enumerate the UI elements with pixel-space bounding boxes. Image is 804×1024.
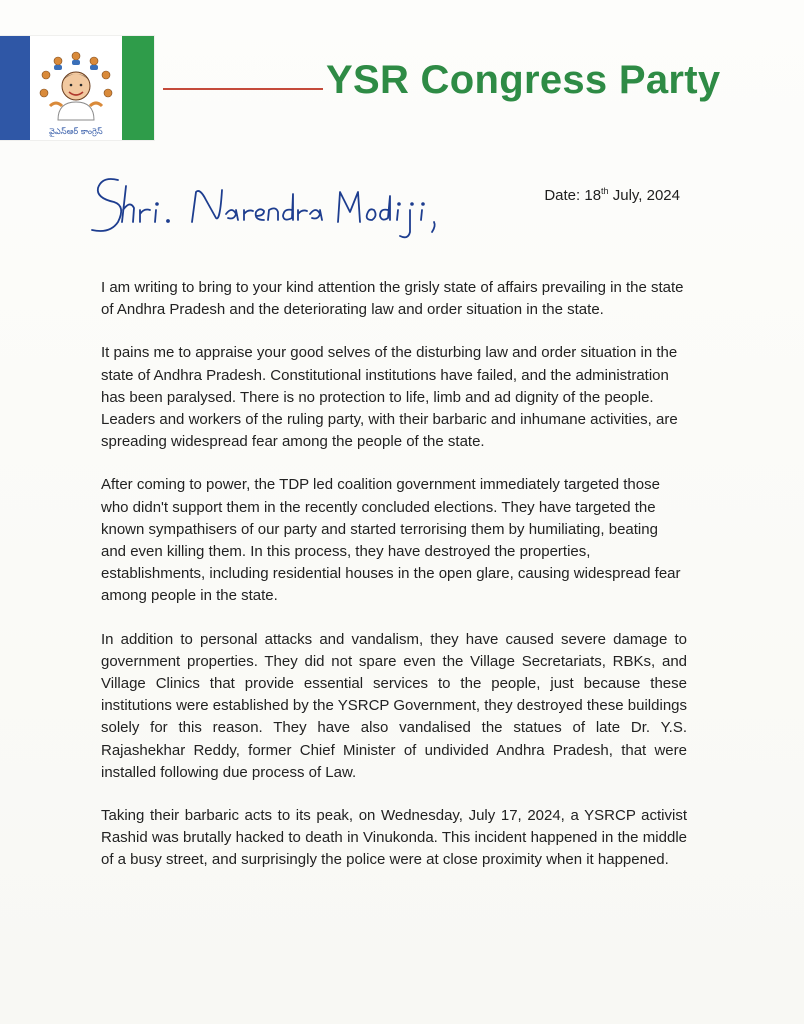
paragraph-1: I am writing to bring to your kind attention the grisly state of affairs prevailing in the state of Andhra Pradesh and the deteriorating law and order situation in the state.	[101, 279, 684, 319]
flag-blue-band	[0, 36, 30, 140]
header-rule	[163, 88, 323, 90]
leader-portrait-icon	[36, 50, 116, 124]
date-suffix: th	[601, 186, 609, 196]
paragraph-5: Taking their barbaric acts to its peak, on Wednesday, July 17, 2024, a YSRCP activist Rashid was brutally hacked to death in Vinukonda. This incident happened in the middle of a busy street, and surprisingly the police were at close proximity when it happened.	[101, 807, 687, 869]
party-name-heading: YSR Congress Party	[326, 58, 721, 102]
handwritten-salutation	[88, 166, 458, 246]
paragraph-2: It pains me to appraise your good selves of the disturbing law and order situation in the state of Andhra Pradesh. Constitutional institutions have failed, and the administration has been paralysed. There is no protection to life, limb and ad dignity of the people. Leaders and workers of the ruling party, with their barbaric and inhumane activities, are spreading widespread fear among the people of the state.	[101, 344, 678, 451]
flag-green-band	[122, 36, 154, 140]
date-rest: July, 2024	[608, 187, 680, 204]
letter-date	[544, 186, 680, 204]
flag-caption: వైఎస్ఆర్ కాంగ్రెస్	[49, 127, 103, 136]
paragraph-4: In addition to personal attacks and vandalism, they have caused severe damage to government properties. They did not spare even the Village Secretariats, RBKs, and Village Clinics that provide essential services to the people, just because these institutions were established by the YSRCP Government, they destroyed these buildings solely for this reason. They have also vandalised the statues of late Dr. Y.S. Rajashekhar Reddy, former Chief Minister of undivided Andhra Pradesh, that were installed following due process of Law.	[101, 630, 687, 781]
flag-white-band	[30, 36, 122, 140]
letter-body	[101, 277, 687, 893]
paragraph-3: After coming to power, the TDP led coalition government immediately targeted those who didn't support them in the recently concluded elections. They have targeted the known sympathisers of our party and started terrorising them by humiliating, beating and even killing them. In this process, they have destroyed the properties, establishments, including residential houses in the open glare, causing widespread fear among people in the state.	[101, 476, 681, 605]
party-flag-logo	[0, 36, 154, 140]
date-prefix: Date: 18	[544, 187, 602, 204]
